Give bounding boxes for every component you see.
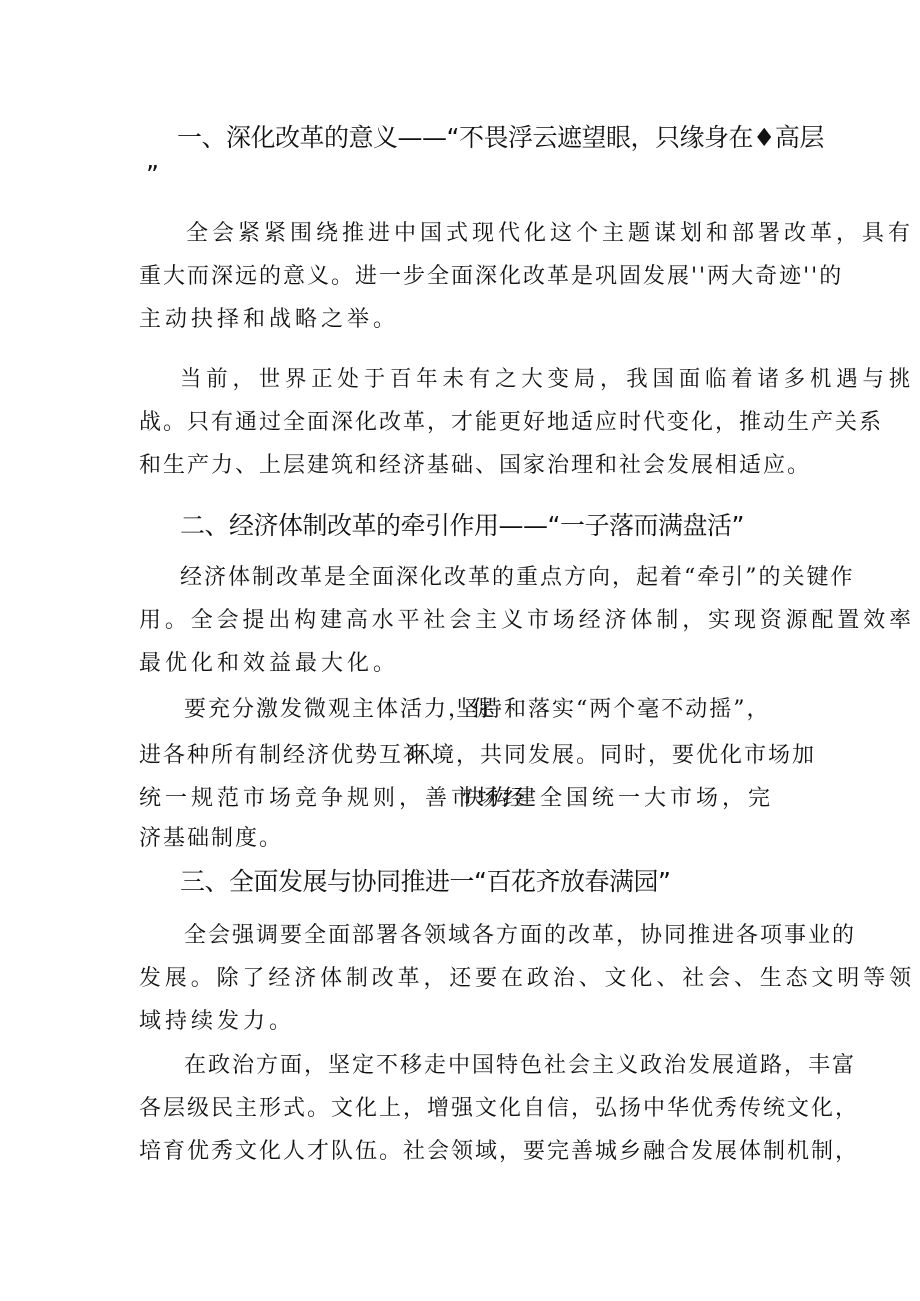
paragraph-line: 济基础制度。 [139,826,284,851]
paragraph-line: 在政治方面，坚定不移走中国特色社会主义政治发展道路，丰富 [184,1053,857,1078]
paragraph-line: 全会强调要全面部署各领域各方面的改革，协同推进各项事业的 [184,923,857,948]
paragraph-line: 坚持和落实“两个毫不动摇”， [456,697,771,722]
paragraph-line: 域持续发力。 [139,1009,296,1034]
paragraph-line: 要充分激发微观主体活力，促 [184,697,497,722]
section-1-heading-tail: ” [146,160,159,189]
paragraph-line: 经济体制改革是全面深化改革的重点方向，起着“牵引”的关键作 [180,565,855,590]
paragraph-line: 主动抉择和战略之举。 [139,307,400,332]
section-2-heading: 二、经济体制改革的牵引作用——“一子落而满盘活” [180,511,744,540]
paragraph-line: 最优化和效益最大化。 [139,651,400,676]
paragraph-line: 全会紧紧围绕推进中国式现代化这个主题谋划和部署改革，具有 [186,221,915,246]
paragraph-line: 发展。除了经济体制改革，还要在政治、文化、社会、生态文明等领 [139,966,916,991]
paragraph-line: 当前，世界正处于百年未有之大变局，我国面临着诸多机遇与挑 [180,367,915,392]
paragraph-line: 重大而深远的意义。进一步全面深化改革是巩固发展''两大奇迹''的 [139,264,844,289]
paragraph-line: 和生产力、上层建筑和经济基础、国家治理和社会发展相适应。 [139,453,812,478]
paragraph-line: 培育优秀文化人才队伍。社会领域，要完善城乡融合发展体制机制， [139,1139,860,1164]
paragraph-line: 环境，共同发展。同时，要优化市场加 [408,743,817,768]
paragraph-line: 统一规范市场竞争规则，善市场经 [139,786,530,811]
paragraph-line: 用。全会提出构建高水平社会主义市场经济体制，实现资源配置效率 [139,608,916,633]
paragraph-line: 进各种所有制经济优势互补、 [139,743,452,768]
paragraph-line: 快构建全国统一大市场，完 [462,786,775,811]
section-3-heading: 三、全面发展与协同推进一“百花齐放春满园” [180,867,671,896]
paragraph-line: 战。只有通过全面深化改革，才能更好地适应时代变化，推动生产关系 [139,410,884,435]
section-1-heading: 一、深化改革的意义——“不畏浮云遮望眼，只缘身在♦高层 [177,123,824,152]
paragraph-line: 各层级民主形式。文化上，增强文化自信，弘扬中华优秀传统文化， [139,1096,860,1121]
